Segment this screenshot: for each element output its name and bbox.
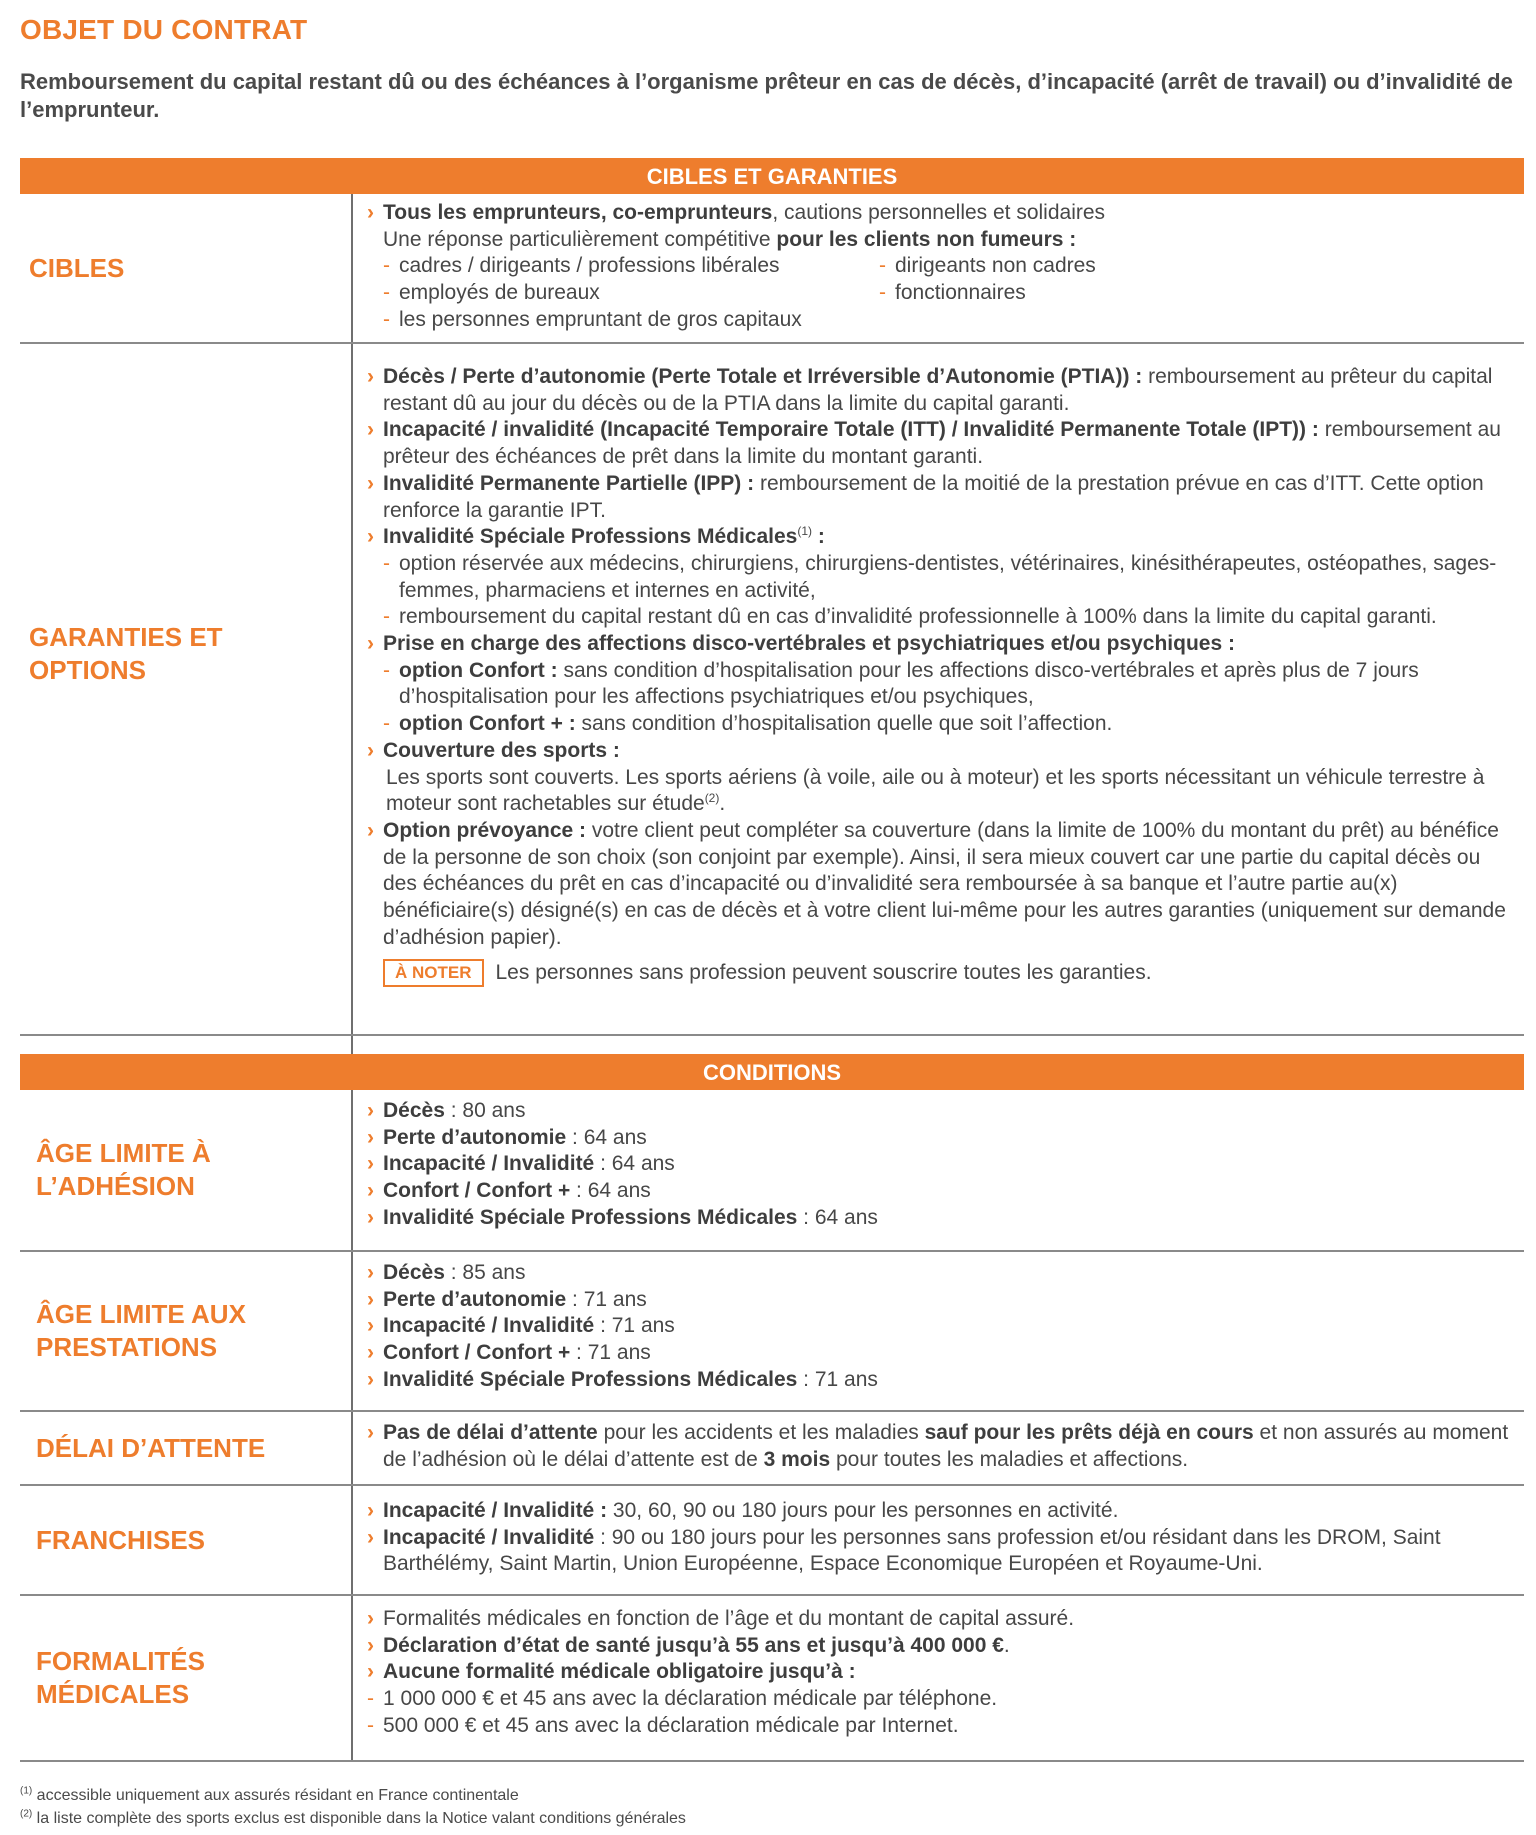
garantie-ipp: › Invalidité Permanente Partielle (IPP) : remboursement de la moitié de la prestation prévue en cas d’ITT. Cette option renforce la garantie IPT. [367,471,1514,524]
label-age-prestations: ÂGE LIMITE AUX PRESTATIONS [36,1299,246,1362]
option-confort-plus: - option Confort + : sans condition d’hospitalisation quelle que soit l’affection. [367,711,1514,738]
ispm-item: - remboursement du capital restant dû en cas d’invalidité professionnelle à 100% dans la limite du capital garanti. [367,604,1514,631]
row-franchises [20,1486,1524,1596]
option-confort: - option Confort : sans condition d’hospitalisation pour les affections disco-vertébrales et après plus de 7 jours d’hospitalisation pour les affections psychiatriques et/ou psychiques, [367,658,1514,711]
option-prevoyance: › Option prévoyance : votre client peut compléter sa couverture (dans la limite de 100% du montant du prêt) au bénéfice de la personne de son choix (son conjoint par exemple). Ainsi, il sera mieux couvert car une partie du capital décès ou des échéances du prêt en cas d’incapacité ou d’invalidité sera remboursée à sa banque et l’autre partie au(x) bénéficiaire(s) désigné(s) en cas de décès et à votre client lui-même pour les autres garanties (uniquement sur demande d’adhésion papier). [367,818,1514,952]
franchise-line: › Incapacité / Invalidité : 90 ou 180 jours pour les personnes sans profession et/ou résidant dans les DROM, Saint Barthélémy, Saint Martin, Union Européenne, Espace Economique Européen et Royaume-Uni. [367,1525,1514,1578]
garantie-affections: › Prise en charge des affections disco-vertébrales et psychiatriques et/ou psychiques : [367,631,1514,658]
cibles-col2-item: - dirigeants non cadres [879,253,1514,280]
row-age-adhesion [20,1090,1524,1252]
age-prestations-item: › Incapacité / Invalidité : 71 ans [367,1313,1514,1340]
ispm-item: - option réservée aux médecins, chirurgiens, chirurgiens-dentistes, vétérinaires, kinésithérapeutes, ostéopathes, sages-femmes, pharmaciens et internes en activité, [367,551,1514,604]
cibles-columns [367,253,1514,333]
note-text: Les personnes sans profession peuvent souscrire toutes les garanties. [495,961,1152,985]
row-cibles [20,194,1524,344]
content-cibles [353,194,1524,342]
label-garanties: GARANTIES ET OPTIONS [29,622,223,685]
label-franchises: FRANCHISES [36,1524,206,1555]
cibles-col1-item: - cadres / dirigeants / professions libérales [367,253,879,280]
garantie-sports: › Couverture des sports : [367,738,1514,765]
content-delai [353,1412,1524,1484]
age-prestations-item: › Décès : 85 ans [367,1260,1514,1287]
formalites-line: › Formalités médicales en fonction de l’âge et du montant de capital assuré. [367,1606,1514,1633]
sports-text: Les sports sont couverts. Les sports aériens (à voile, aile ou à moteur) et les sports nécessitant un véhicule terrestre à moteur sont rachetables sur étude$^{(2)}$. [386,765,1485,816]
label-cell-franchises [20,1486,353,1594]
formalites-item: - 500 000 € et 45 ans avec la déclaration médicale par Internet. [367,1713,1514,1740]
cibles-col1-item: - employés de bureaux [367,280,879,307]
content-formalites [353,1596,1524,1760]
garantie-ispm: › Invalidité Spéciale Professions Médicales$^{(1)}$ : [367,524,1514,551]
age-adhesion-item: › Perte d’autonomie : 64 ans [367,1125,1514,1152]
spacer [20,1036,1524,1054]
note-row [367,959,1514,987]
content-age-adhesion [353,1090,1524,1250]
intro-text: Remboursement du capital restant dû ou des échéances à l’organisme prêteur en cas de décès, d’incapacité (arrêt de travail) ou d’invalidité de l’emprunteur. [20,69,1513,122]
cibles-line-2: Une réponse particulièrement compétitive pour les clients non fumeurs : [383,227,1077,251]
franchise-line: › Incapacité / Invalidité : 30, 60, 90 ou 180 jours pour les personnes en activité. [367,1498,1514,1525]
label-cell-age-adhesion [20,1090,353,1250]
note-badge: À NOTER [383,959,484,987]
formalites-line: › Aucune formalité médicale obligatoire jusqu’à : [367,1659,1514,1686]
footnotes [20,1784,1524,1830]
row-delai [20,1412,1524,1486]
label-cell-garanties [20,344,353,1034]
section-band-cibles-garanties: CIBLES ET GARANTIES [20,158,1524,194]
formalites-line: › Déclaration d’état de santé jusqu’à 55 ans et jusqu’à 400 000 €. [367,1633,1514,1660]
label-cell-cibles [20,194,353,342]
label-cell-age-prestations [20,1252,353,1410]
age-adhesion-item: › Confort / Confort + : 64 ans [367,1178,1514,1205]
cibles-col1-item: - les personnes empruntant de gros capitaux [367,307,879,334]
content-age-prestations [353,1252,1524,1410]
age-adhesion-item: › Décès : 80 ans [367,1098,1514,1125]
age-prestations-item: › Invalidité Spéciale Professions Médicales : 71 ans [367,1367,1514,1394]
age-adhesion-item: › Invalidité Spéciale Professions Médicales : 64 ans [367,1205,1514,1232]
row-formalites [20,1596,1524,1762]
label-age-adhesion: ÂGE LIMITE À L’ADHÉSION [36,1138,211,1201]
formalites-item: - 1 000 000 € et 45 ans avec la déclaration médicale par téléphone. [367,1686,1514,1713]
age-prestations-item: › Confort / Confort + : 71 ans [367,1340,1514,1367]
content-garanties [353,344,1524,1034]
garantie-deces: › Décès / Perte d’autonomie (Perte Totale et Irréversible d’Autonomie (PTIA)) : remboursement au prêteur du capital restant dû au jour du décès ou de la PTIA dans la limite du capital garanti. [367,364,1514,417]
row-age-prestations [20,1252,1524,1412]
footnote-2: $^{(2)}$ la liste complète des sports exclus est disponible dans la Notice valant conditions générales [20,1808,686,1827]
section-band-conditions: CONDITIONS [20,1054,1524,1090]
label-delai: DÉLAI D’ATTENTE [36,1432,266,1463]
age-adhesion-item: › Incapacité / Invalidité : 64 ans [367,1151,1514,1178]
garantie-incapacite: › Incapacité / invalidité (Incapacité Temporaire Totale (ITT) / Invalidité Permanente Totale (IPT)) : remboursement au prêteur des échéances de prêt dans la limite du montant garanti. [367,417,1514,470]
row-garanties [20,344,1524,1036]
label-cell-formalites [20,1596,353,1760]
content-franchises [353,1486,1524,1594]
delai-text: › Pas de délai d’attente pour les accidents et les maladies sauf pour les prêts déjà en cours et non assurés au moment de l’adhésion où le délai d’attente est de 3 mois pour toutes les maladies et affections. [367,1420,1514,1473]
footnote-1: $^{(1)}$ accessible uniquement aux assurés résidant en France continentale [20,1785,519,1804]
label-cibles: CIBLES [29,252,125,283]
cibles-col2-item: - fonctionnaires [879,280,1514,307]
document-page [20,14,1524,1830]
label-cell-delai [20,1412,353,1484]
label-formalites: FORMALITÉS MÉDICALES [36,1646,205,1709]
page-title: OBJET DU CONTRAT [20,14,308,45]
cibles-line-1: › Tous les emprunteurs, co-emprunteurs, cautions personnelles et solidaires [367,200,1514,227]
age-prestations-item: › Perte d’autonomie : 71 ans [367,1287,1514,1314]
